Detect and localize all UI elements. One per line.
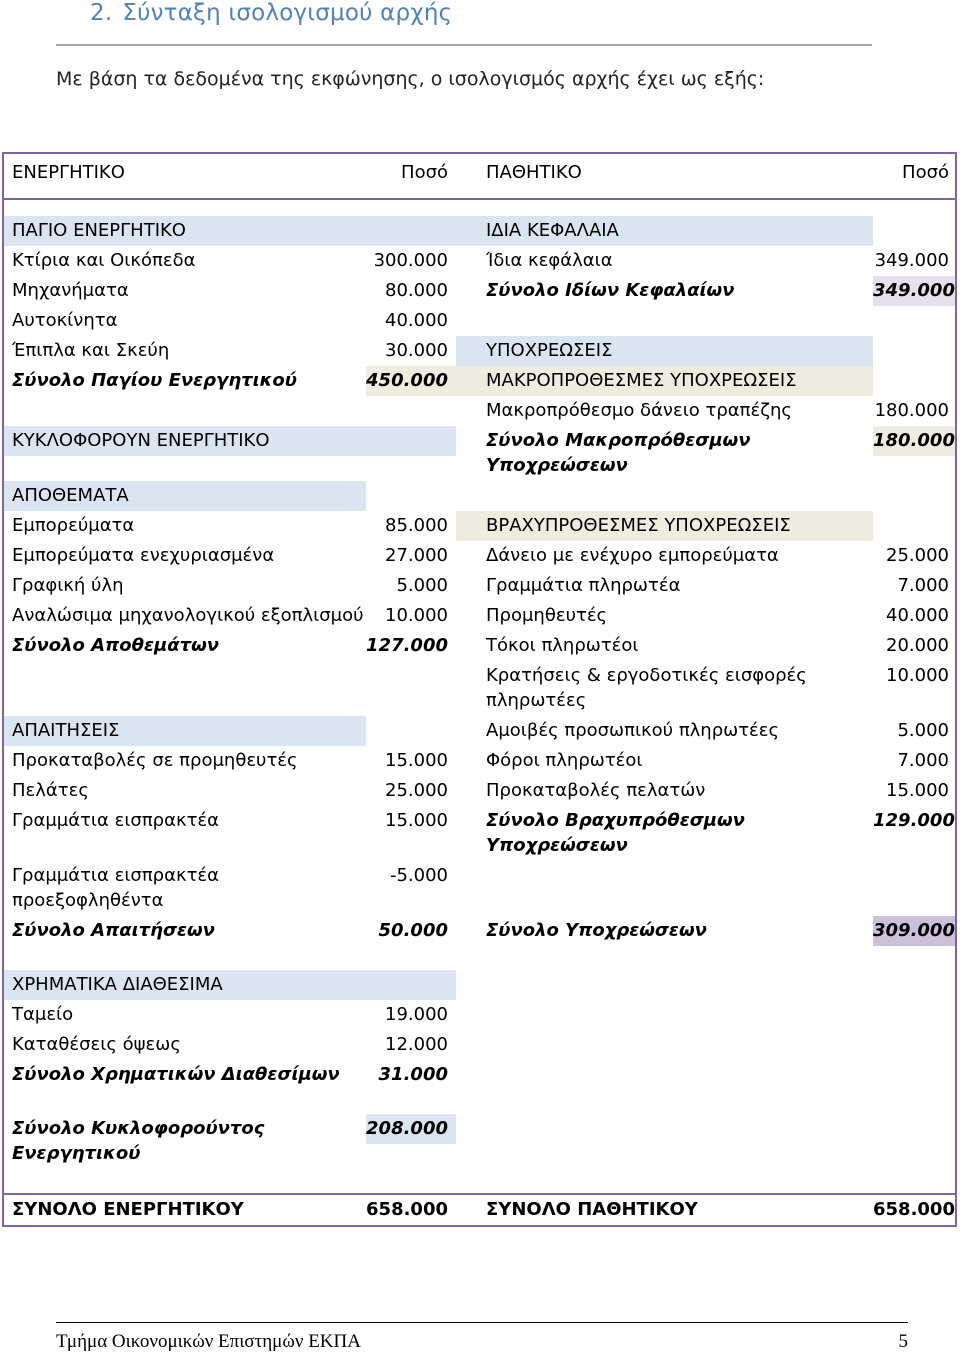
heading-underline [56,44,872,46]
table-row [4,861,955,916]
asset-amount: 12.000 [385,1034,448,1055]
asset-label: Σύνολο Χρηματικών Διαθεσίμων [12,1064,340,1085]
asset-label: Γραφική ύλη [12,575,124,596]
asset-amount [366,661,456,691]
asset-amount: 208.000 [366,1114,456,1144]
asset-amount [366,396,456,426]
asset-amount [366,716,456,746]
liability-label: Γραμμάτια πληρωτέα [486,575,681,596]
liability-amount [873,1000,955,1030]
asset-label: Σύνολο Απαιτήσεων [12,920,215,941]
page-number: 5 [898,1331,908,1352]
table-row [4,716,955,746]
liability-amount [873,511,955,541]
asset-label: Προκαταβολές σε προμηθευτές [12,750,298,771]
table-row [4,481,955,511]
asset-label: Γραμμάτια εισπρακτέα [12,810,219,831]
asset-amount [366,481,456,511]
asset-amount: 15.000 [385,810,448,831]
table-row [4,970,955,1000]
asset-label: Σύνολο Αποθεμάτων [12,635,220,656]
table-row [4,806,955,861]
liability-label [456,1060,873,1090]
liability-amount: 20.000 [886,635,949,656]
section-title: Σύνταξη ισολογισμού αρχής [122,0,453,26]
asset-amount [366,970,456,1000]
table-row [4,631,955,661]
header-amount-liabilities: Ποσό [902,162,949,183]
table-row [4,776,955,806]
liability-label: ΥΠΟΧΡΕΩΣΕΙΣ [456,336,873,366]
liability-label: Προκαταβολές πελατών [486,780,706,801]
asset-label [4,661,366,691]
liability-label [456,306,873,336]
liability-label: ΒΡΑΧΥΠΡΟΘΕΣΜΕΣ ΥΠΟΧΡΕΩΣΕΙΣ [456,511,873,541]
liability-amount [873,970,955,1000]
liability-label [456,970,873,1000]
asset-label: Καταθέσεις όψεως [12,1034,181,1055]
asset-amount [366,426,456,456]
asset-amount: 10.000 [385,605,448,626]
liability-label: Προμηθευτές [486,605,608,626]
header-assets: ΕΝΕΡΓΗΤΙΚΟ [12,162,125,183]
grand-total-row [4,1193,955,1225]
liability-label: Ίδια κεφάλαια [486,250,613,271]
asset-label: Πελάτες [12,780,89,801]
table-row [4,306,955,336]
asset-amount: 50.000 [378,920,448,941]
asset-label: Έπιπλα και Σκεύη [12,340,170,361]
liability-label: Σύνολο Μακροπρόθεσμων Υποχρεώσεων [486,430,751,476]
liability-amount [873,336,955,366]
liability-amount: 129.000 [873,810,955,831]
liability-label: Σύνολο Ιδίων Κεφαλαίων [486,280,735,301]
liability-label [456,1114,873,1144]
liability-amount [873,861,955,891]
liability-label [456,1000,873,1030]
liability-amount [873,216,955,246]
table-row [4,246,955,276]
table-row [4,216,955,246]
asset-label: ΚΥΚΛΟΦΟΡΟΥΝ ΕΝΕΡΓΗΤΙΚΟ [4,426,366,456]
liability-label [456,1030,873,1060]
liability-label: Φόροι πληρωτέοι [486,750,643,771]
asset-label: Σύνολο Κυκλοφορούντος Ενεργητικού [12,1118,265,1164]
table-row [4,601,955,631]
asset-amount: -5.000 [389,865,448,886]
asset-label: Σύνολο Παγίου Ενεργητικού [12,370,297,391]
asset-amount: 85.000 [385,515,448,536]
header-amount-assets: Ποσό [401,162,448,183]
asset-label: Κτίρια και Οικόπεδα [12,250,196,271]
table-row [4,1114,955,1169]
liability-label: ΜΑΚΡΟΠΡΟΘΕΣΜΕΣ ΥΠΟΧΡΕΩΣΕΙΣ [456,366,873,396]
liability-amount: 10.000 [886,665,949,686]
table-row [4,426,955,481]
liability-amount [873,306,955,336]
liability-amount: 7.000 [897,750,949,771]
table-row [4,1060,955,1090]
table-row [4,1000,955,1030]
liability-amount: 5.000 [897,720,949,741]
liability-amount [873,366,955,396]
liability-amount: 15.000 [886,780,949,801]
asset-amount: 5.000 [396,575,448,596]
table-header-row [4,154,955,198]
liability-amount [873,1114,955,1144]
asset-label: ΑΠΟΘΕΜΑΤΑ [4,481,366,511]
liability-label: Δάνειο με ενέχυρο εμπορεύματα [486,545,779,566]
asset-label [4,396,366,426]
asset-label: ΑΠΑΙΤΗΣΕΙΣ [4,716,366,746]
asset-amount: 80.000 [385,280,448,301]
section-heading [90,0,452,26]
table-row [4,276,955,306]
asset-amount: 658.000 [366,1199,448,1220]
table-row [4,746,955,776]
liability-amount [873,1060,955,1090]
table-row [4,511,955,541]
asset-amount: 450.000 [366,366,456,396]
liability-label: Σύνολο Βραχυπρόθεσμων Υποχρεώσεων [486,810,745,856]
liability-amount [873,1030,955,1060]
asset-label: ΣΥΝΟΛΟ ΕΝΕΡΓΗΤΙΚΟΥ [12,1199,244,1220]
liability-amount: 7.000 [897,575,949,596]
table-row [4,1030,955,1060]
liability-amount: 349.000 [874,250,949,271]
liability-amount: 180.000 [874,400,949,421]
section-number: 2. [90,0,113,26]
table-row [4,541,955,571]
asset-label: ΧΡΗΜΑΤΙΚΑ ΔΙΑΘΕΣΙΜΑ [4,970,366,1000]
asset-amount [366,216,456,246]
liability-label: Αμοιβές προσωπικού πληρωτέες [486,720,780,741]
asset-amount: 127.000 [366,635,448,656]
table-row [4,661,955,716]
page-footer [56,1322,908,1352]
asset-amount: 300.000 [373,250,448,271]
liability-label: Τόκοι πληρωτέοι [486,635,639,656]
liability-amount: 40.000 [886,605,949,626]
liability-amount [873,481,955,511]
balance-sheet-table [2,152,957,1227]
liability-label: Μακροπρόθεσμο δάνειο τραπέζης [486,400,792,421]
asset-amount: 15.000 [385,750,448,771]
table-row [4,366,955,396]
asset-label: Μηχανήματα [12,280,129,301]
table-row [4,916,955,946]
liability-label: ΙΔΙΑ ΚΕΦΑΛΑΙΑ [456,216,873,246]
asset-label: Ταμείο [12,1004,74,1025]
asset-label: Αναλώσιμα μηχανολογικού εξοπλισμού [12,605,364,626]
asset-label: ΠΑΓΙΟ ΕΝΕΡΓΗΤΙΚΟ [4,216,366,246]
asset-amount: 30.000 [385,340,448,361]
liability-amount: 180.000 [873,426,955,456]
liability-label: Σύνολο Υποχρεώσεων [486,920,707,941]
liability-label [456,481,873,511]
asset-label: Εμπορεύματα [12,515,135,536]
asset-amount: 40.000 [385,310,448,331]
table-row [4,396,955,426]
asset-amount: 31.000 [378,1064,448,1085]
asset-amount: 27.000 [385,545,448,566]
asset-label: Αυτοκίνητα [12,310,118,331]
intro-text: Με βάση τα δεδομένα της εκφώνησης, ο ισολογισμός αρχής έχει ως εξής: [56,68,765,90]
liability-amount: 25.000 [886,545,949,566]
asset-amount: 25.000 [385,780,448,801]
footer-department: Τμήμα Οικονομικών Επιστημών ΕΚΠΑ [56,1331,361,1352]
liability-amount: 658.000 [873,1199,955,1220]
liability-amount: 309.000 [873,916,955,946]
asset-label: Γραμμάτια εισπρακτέα προεξοφληθέντα [12,865,219,911]
asset-label: Εμπορεύματα ενεχυριασμένα [12,545,275,566]
liability-label: Κρατήσεις & εργοδοτικές εισφορές πληρωτέες [486,665,807,711]
table-row [4,336,955,366]
liability-label: ΣΥΝΟΛΟ ΠΑΘΗΤΙΚΟΥ [486,1199,698,1220]
table-row [4,571,955,601]
header-liabilities: ΠΑΘΗΤΙΚΟ [486,162,582,183]
liability-amount: 349.000 [873,276,955,306]
liability-label [456,861,873,891]
asset-amount: 19.000 [385,1004,448,1025]
